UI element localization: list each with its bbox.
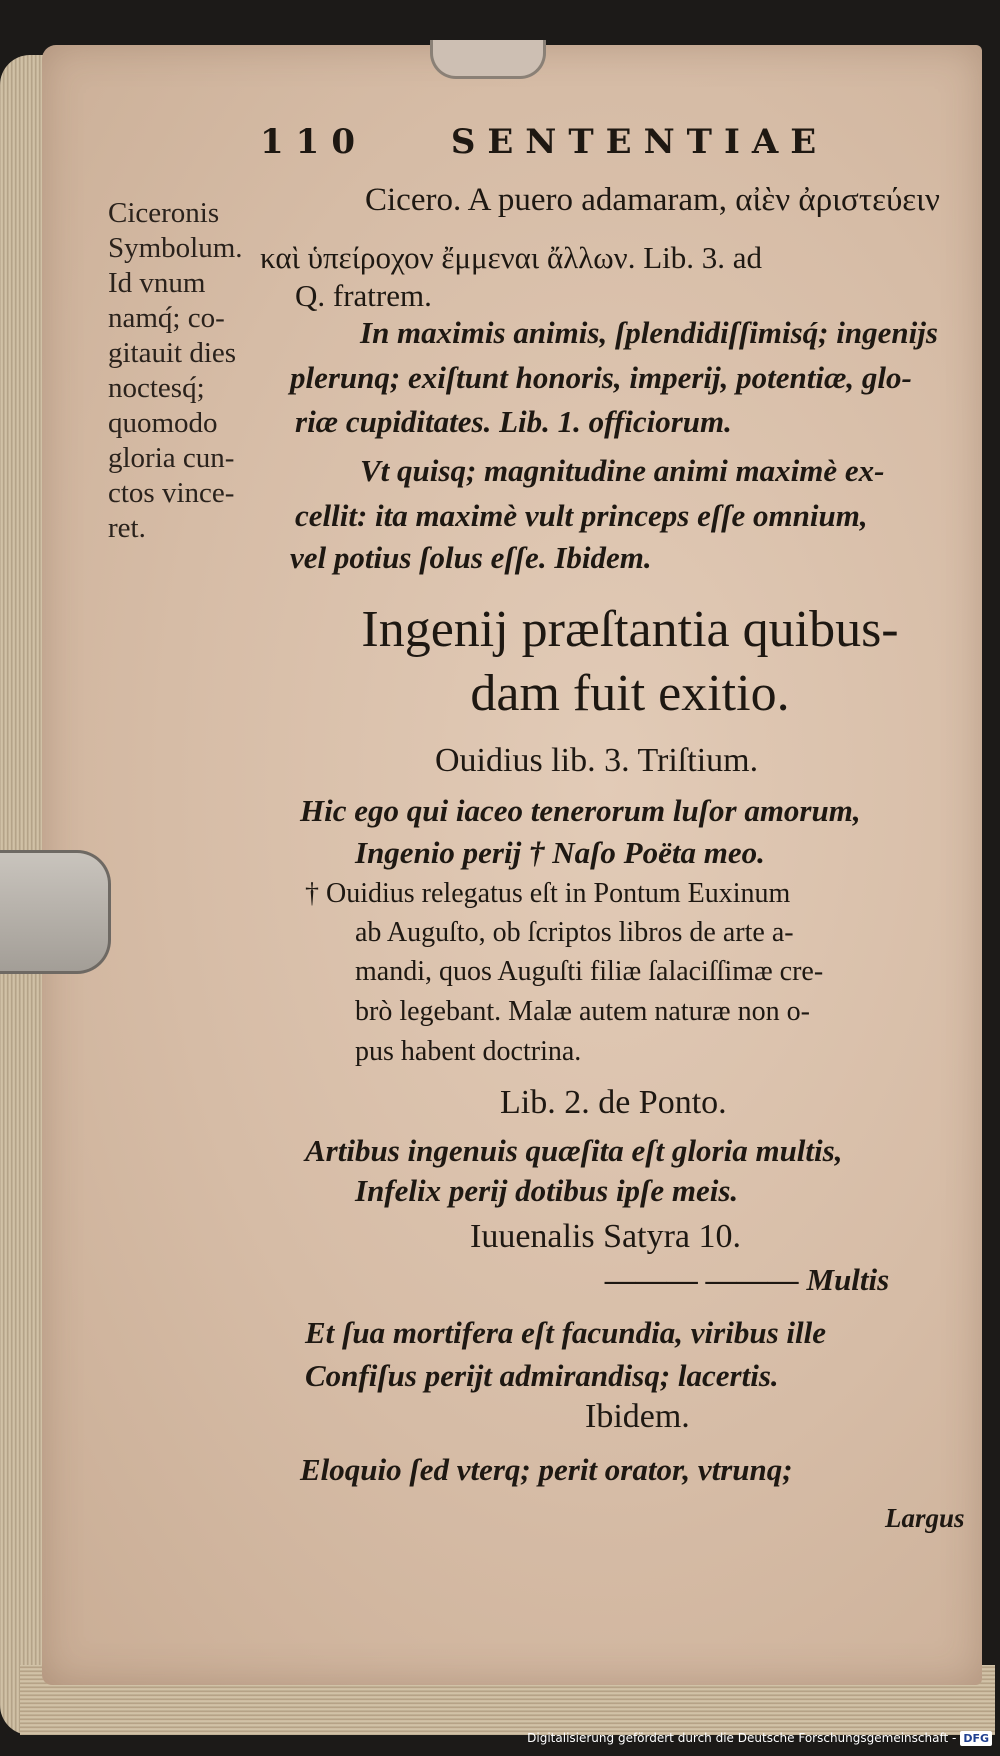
catchword: Largus	[885, 1503, 965, 1533]
body-line: cellit: ita maximè vult princeps eſſe omnium,	[295, 498, 868, 533]
note-line: brò legebant. Malæ autem naturæ non o-	[355, 996, 810, 1027]
verse-line: Infelix perij dotibus ipſe meis.	[355, 1173, 739, 1208]
margin-note-line: ctos vince-	[108, 477, 235, 509]
note-line: † Ouidius relegatus eſt in Pontum Euxinum	[305, 878, 791, 909]
source-line: Ibidem.	[585, 1398, 690, 1435]
verse-line: Artibus ingenuis quæſita eſt gloria multis,	[305, 1133, 843, 1168]
source-line: Ouidius lib. 3. Triſtium.	[435, 742, 759, 779]
body-line: Vt quisq; magnitudine animi maximè ex-	[360, 453, 885, 488]
section-heading-line: Ingenij præſtantia quibus-	[361, 601, 899, 658]
source-line: Iuuenalis Satyra 10.	[470, 1218, 741, 1255]
note-line: ab Auguſto, ob ſcriptos libros de arte a-	[355, 917, 794, 948]
margin-note-line: gloria cun-	[108, 442, 235, 474]
dfg-logo: DFG	[960, 1731, 992, 1746]
footer-text: Digitalisierung gefördert durch die Deutsche Forschungsgemeinschaft -	[527, 1731, 957, 1745]
note-line: mandi, quos Auguſti filiæ ſalaciſſimæ cre-	[355, 956, 824, 987]
digitization-footer	[527, 1728, 992, 1748]
margin-note-line: Id vnum	[108, 267, 206, 299]
left-clip	[0, 850, 111, 974]
margin-note-line: noctesq́;	[108, 372, 205, 404]
page-number: 110	[260, 122, 367, 162]
running-title: SENTENTIAE	[450, 122, 829, 162]
note-line: pus habent doctrina.	[355, 1036, 582, 1067]
source-line: Lib. 2. de Ponto.	[500, 1084, 727, 1121]
verse-line: Confiſus perijt admirandisq; lacertis.	[305, 1358, 779, 1393]
margin-note-line: Ciceronis	[108, 197, 220, 229]
verse-line: ——— ——— Multis	[605, 1262, 890, 1297]
verse-line: Eloquio ſed vterq; perit orator, vtrunq;	[300, 1452, 793, 1487]
body-line: καὶ ὑπείροχον ἔμμεναι ἄλλων. Lib. 3. ad	[260, 240, 763, 275]
verse-line: Hic ego qui iaceo tenerorum luſor amorum,	[300, 793, 861, 828]
verse-line: Ingenio perij † Naſo Poëta meo.	[355, 835, 765, 870]
verse-line: Et ſua mortifera eſt facundia, viribus ille	[305, 1315, 826, 1350]
body-line: vel potius ſolus eſſe. Ibidem.	[290, 540, 652, 575]
margin-note-line: gitauit dies	[108, 337, 237, 369]
body-line: In maximis animis, ſplendidiſſimisq́; ingenijs	[360, 315, 938, 350]
body-line: riæ cupiditates. Lib. 1. officiorum.	[295, 404, 732, 439]
margin-note-line: ret.	[108, 512, 146, 544]
margin-note-line: quomodo	[108, 407, 218, 439]
margin-note-line: namq́; co-	[108, 302, 225, 334]
body-line: Cicero. A puero adamaram, αἰὲν ἀριστεύειν	[365, 182, 940, 218]
body-line: plerunq; exiſtunt honoris, imperij, potentiæ, glo-	[290, 360, 912, 395]
margin-note-line: Symbolum.	[108, 232, 243, 264]
body-line: Q. fratrem.	[295, 278, 432, 313]
top-clip	[430, 40, 546, 79]
page-header	[260, 122, 828, 162]
margin-note	[108, 196, 243, 546]
section-heading-line: dam fuit exitio.	[470, 665, 790, 722]
